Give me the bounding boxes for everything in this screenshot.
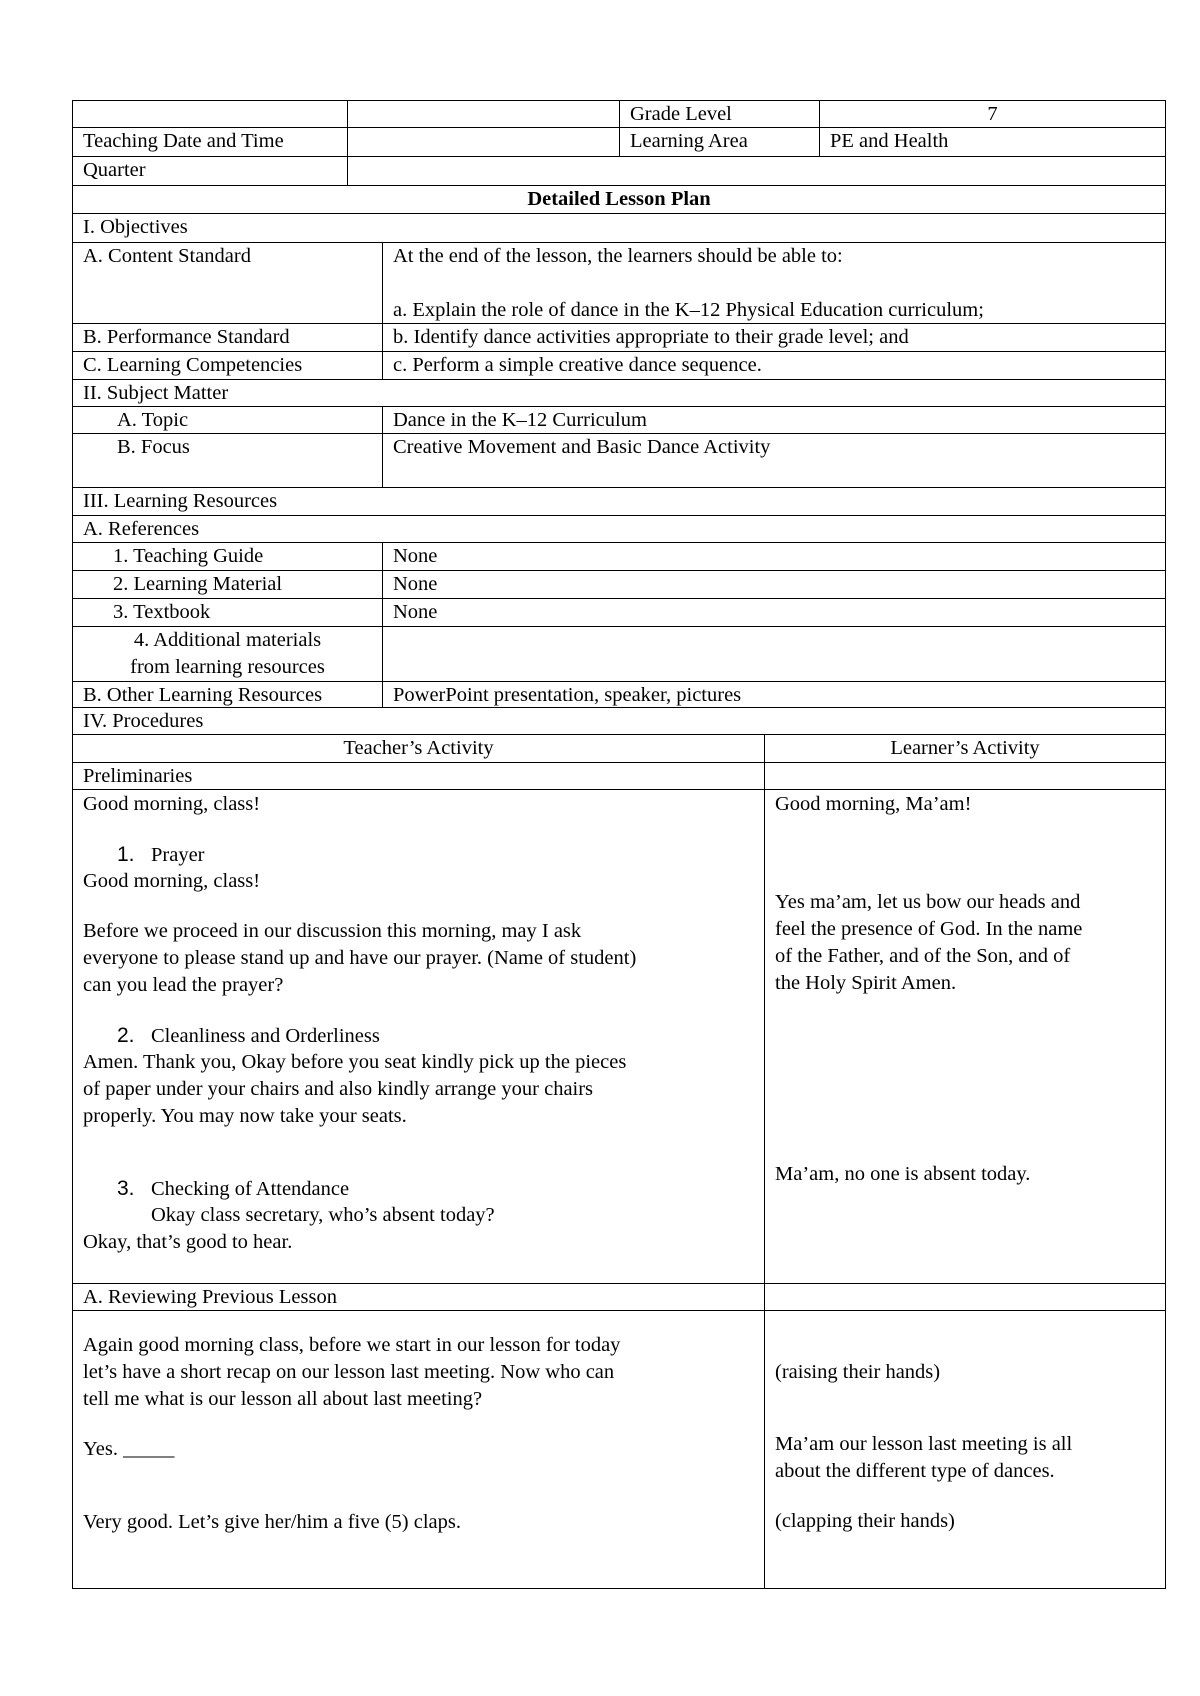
header-blank-label bbox=[73, 101, 347, 127]
focus-row bbox=[72, 434, 1166, 488]
learner-answer-1: Ma’am our lesson last meeting is all bbox=[775, 1433, 1073, 1455]
preliminaries-learner-blank bbox=[764, 763, 1165, 789]
learner-greeting: Good morning, Ma’am! bbox=[775, 793, 972, 815]
other-resources-label: B. Other Learning Resources bbox=[83, 684, 323, 706]
objective-c: c. Perform a simple creative dance sequence. bbox=[382, 352, 1165, 379]
learner-answer-2: about the different type of dances. bbox=[775, 1460, 1055, 1482]
objective-a: a. Explain the role of dance in the K–12 Physical Education curriculum; bbox=[393, 299, 984, 321]
learning-area-label: Learning Area bbox=[619, 128, 819, 156]
learning-competencies-label: C. Learning Competencies bbox=[83, 354, 303, 376]
learner-activity-header: Learner’s Activity bbox=[764, 735, 1165, 762]
grade-level-value: 7 bbox=[819, 101, 1165, 127]
prayer-text-3: can you lead the prayer? bbox=[83, 974, 284, 996]
title-row bbox=[72, 186, 1166, 214]
learner-review bbox=[764, 1311, 1165, 1588]
attendance-item bbox=[83, 1175, 764, 1202]
learning-material-value: None bbox=[382, 571, 1165, 598]
teaching-guide-row bbox=[72, 543, 1166, 571]
cleanliness-item bbox=[83, 1022, 764, 1049]
header-row-grade bbox=[72, 100, 1166, 128]
header-blank-value bbox=[347, 101, 619, 127]
prayer-item bbox=[83, 841, 764, 868]
cleanliness-text-1: Amen. Thank you, Okay before you seat kindly pick up the pieces bbox=[83, 1051, 627, 1073]
quarter-label: Quarter bbox=[83, 159, 146, 181]
learning-area-value: PE and Health bbox=[819, 128, 1165, 156]
learner-prayer-1: Yes ma’am, let us bow our heads and bbox=[775, 891, 1081, 913]
performance-standard-row bbox=[72, 324, 1166, 352]
review-text-1: Again good morning class, before we start in our lesson for today bbox=[83, 1334, 621, 1356]
teacher-preliminaries bbox=[73, 790, 764, 1283]
prayer-number: 1. bbox=[117, 843, 135, 866]
header-row-date bbox=[72, 128, 1166, 157]
other-resources-row bbox=[72, 682, 1166, 708]
grade-level-label: Grade Level bbox=[619, 101, 819, 127]
textbook-label: 3. Textbook bbox=[113, 601, 211, 623]
review-praise: Very good. Let’s give her/him a five (5) claps. bbox=[83, 1511, 461, 1533]
learning-material-label: 2. Learning Material bbox=[113, 573, 283, 595]
content-standard-label: A. Content Standard bbox=[83, 245, 251, 267]
textbook-value: None bbox=[382, 599, 1165, 626]
procedures-heading: IV. Procedures bbox=[83, 710, 204, 732]
teacher-activity-header: Teacher’s Activity bbox=[343, 737, 494, 759]
objectives-heading: I. Objectives bbox=[83, 216, 188, 238]
content-standard-value bbox=[382, 243, 1165, 323]
preliminaries-row bbox=[72, 763, 1166, 790]
review-yes: Yes. _____ bbox=[83, 1438, 175, 1460]
teaching-date-label: Teaching Date and Time bbox=[83, 130, 284, 152]
learner-prayer-4: the Holy Spirit Amen. bbox=[775, 972, 957, 994]
focus-label: B. Focus bbox=[117, 436, 190, 458]
review-body-row bbox=[72, 1311, 1166, 1589]
textbook-row bbox=[72, 599, 1166, 627]
attendance-number: 3. bbox=[117, 1177, 135, 1200]
review-heading-row bbox=[72, 1284, 1166, 1311]
review-learner-blank bbox=[764, 1284, 1165, 1310]
resources-heading: III. Learning Resources bbox=[83, 490, 278, 512]
review-text-3: tell me what is our lesson all about last meeting? bbox=[83, 1388, 483, 1410]
additional-materials-value bbox=[382, 627, 1165, 681]
topic-label: A. Topic bbox=[117, 409, 189, 431]
additional-label-line-2: from learning resources bbox=[130, 656, 325, 678]
content-standard-row bbox=[72, 243, 1166, 324]
additional-label-line-1: 4. Additional materials bbox=[133, 629, 322, 651]
topic-value: Dance in the K–12 Curriculum bbox=[382, 407, 1165, 433]
cleanliness-title: Cleanliness and Orderliness bbox=[151, 1025, 380, 1047]
prayer-greeting: Good morning, class! bbox=[83, 870, 261, 892]
teacher-greeting: Good morning, class! bbox=[83, 793, 261, 815]
document-title: Detailed Lesson Plan bbox=[527, 188, 711, 210]
objectives-heading-row bbox=[72, 214, 1166, 243]
focus-value: Creative Movement and Basic Dance Activity bbox=[382, 434, 1165, 487]
header-row-quarter bbox=[72, 157, 1166, 186]
learner-attendance: Ma’am, no one is absent today. bbox=[775, 1163, 1031, 1185]
learning-material-row bbox=[72, 571, 1166, 599]
attendance-title: Checking of Attendance bbox=[151, 1178, 350, 1200]
review-label: A. Reviewing Previous Lesson bbox=[83, 1286, 337, 1308]
teaching-guide-value: None bbox=[382, 543, 1165, 570]
resources-heading-row bbox=[72, 488, 1166, 516]
prayer-text-2: everyone to please stand up and have our prayer. (Name of student) bbox=[83, 947, 637, 969]
learner-prayer-3: of the Father, and of the Son, and of bbox=[775, 945, 1071, 967]
prayer-title: Prayer bbox=[151, 844, 205, 866]
learner-preliminaries bbox=[764, 790, 1165, 1283]
additional-materials-row bbox=[72, 627, 1166, 682]
teaching-date-value bbox=[347, 128, 619, 156]
learner-prayer-2: feel the presence of God. In the name bbox=[775, 918, 1083, 940]
learner-raise: (raising their hands) bbox=[775, 1361, 941, 1383]
cleanliness-number: 2. bbox=[117, 1024, 135, 1047]
teaching-guide-label: 1. Teaching Guide bbox=[113, 545, 264, 567]
other-resources-value: PowerPoint presentation, speaker, pictures bbox=[382, 682, 1165, 707]
learning-competencies-row bbox=[72, 352, 1166, 380]
objectives-intro: At the end of the lesson, the learners should be able to: bbox=[393, 245, 843, 267]
activity-header-row bbox=[72, 735, 1166, 763]
references-label: A. References bbox=[83, 518, 200, 540]
attendance-text-2: Okay, that’s good to hear. bbox=[83, 1231, 293, 1253]
preliminaries-body-row bbox=[72, 790, 1166, 1284]
review-text-2: let’s have a short recap on our lesson last meeting. Now who can bbox=[83, 1361, 615, 1383]
subject-matter-heading: II. Subject Matter bbox=[83, 382, 229, 404]
subject-matter-heading-row bbox=[72, 380, 1166, 407]
learner-clap: (clapping their hands) bbox=[775, 1510, 955, 1532]
procedures-heading-row bbox=[72, 708, 1166, 735]
attendance-text-1: Okay class secretary, who’s absent today? bbox=[151, 1204, 495, 1226]
performance-standard-label: B. Performance Standard bbox=[83, 326, 290, 348]
prayer-text-1: Before we proceed in our discussion this morning, may I ask bbox=[83, 920, 582, 942]
objective-b: b. Identify dance activities appropriate to their grade level; and bbox=[382, 324, 1165, 351]
preliminaries-label: Preliminaries bbox=[83, 765, 193, 787]
teacher-review bbox=[73, 1311, 764, 1588]
quarter-value bbox=[347, 157, 1165, 185]
additional-materials-label bbox=[73, 627, 382, 681]
cleanliness-text-3: properly. You may now take your seats. bbox=[83, 1105, 407, 1127]
references-row bbox=[72, 516, 1166, 543]
topic-row bbox=[72, 407, 1166, 434]
cleanliness-text-2: of paper under your chairs and also kindly arrange your chairs bbox=[83, 1078, 594, 1100]
lesson-plan-document bbox=[72, 100, 1166, 1589]
